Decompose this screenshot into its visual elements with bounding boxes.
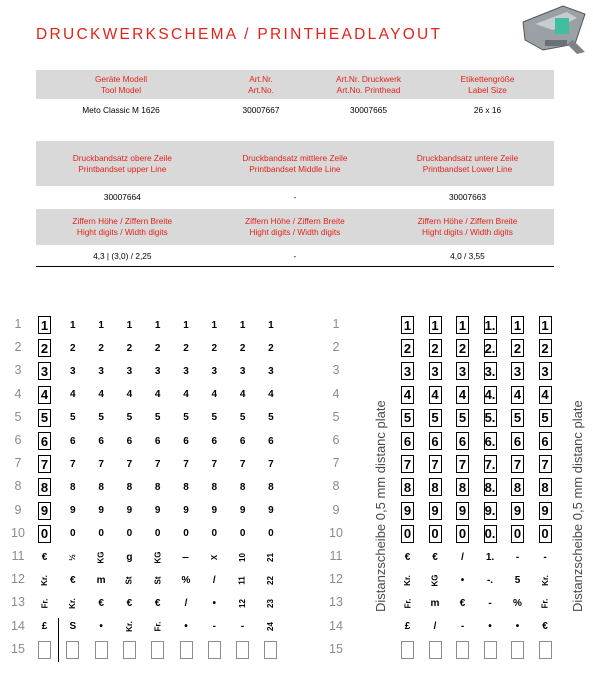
value-tool-model: Meto Classic M 1626 <box>82 104 160 115</box>
lower-band-3-cell: • <box>460 574 465 586</box>
lower-band-6-cell: 5 <box>539 409 552 427</box>
digit-header-middle: Ziffern Höhe / Ziffern Breite Hight digits / Width digits <box>245 216 345 237</box>
row-number: 15 <box>329 641 343 656</box>
row-number: 10 <box>11 525 25 540</box>
upper-band-7-cell: X <box>209 554 219 560</box>
upper-band-8-cell: 9 <box>239 505 246 517</box>
upper-band-2-cell: 2 <box>70 342 76 354</box>
upper-band-1-cell: 3 <box>38 362 51 380</box>
row-number: 6 <box>14 433 22 447</box>
upper-band-6-cell: 2 <box>183 342 189 354</box>
upper-band-5-cell: 1 <box>154 319 161 331</box>
row-number: 11 <box>329 549 343 563</box>
digit-value-middle: - <box>293 251 297 261</box>
lower-band-4-cell <box>484 641 497 659</box>
lower-band-6-cell <box>539 641 552 659</box>
lower-band-2-cell: m <box>430 597 440 609</box>
upper-band-1-cell: 8 <box>38 478 51 496</box>
value-middle-line: - <box>293 192 297 202</box>
upper-band-9-cell: 3 <box>268 365 274 377</box>
upper-band-2-cell: Kr. <box>68 598 78 609</box>
upper-band-4-cell <box>123 641 136 659</box>
lower-band-2-cell: KG <box>430 574 440 587</box>
lower-band-4-cell: 0. <box>484 526 496 542</box>
lower-band-5-cell <box>511 641 524 659</box>
lower-band-5-cell: 6 <box>511 432 524 450</box>
lower-band-6-cell: 2 <box>539 339 552 357</box>
upper-band-5-cell: 0 <box>154 528 161 540</box>
lower-band-5-cell: • <box>515 621 520 633</box>
row-number: 9 <box>14 502 22 517</box>
upper-band-8-cell: 3 <box>239 365 246 377</box>
lower-band-6-cell: Fr. <box>540 598 550 609</box>
upper-band-9-cell: 7 <box>268 458 274 470</box>
upper-band-7-cell: 3 <box>211 365 218 377</box>
lower-band-5-cell: 1 <box>511 316 524 334</box>
digit-header-lower: Ziffern Höhe / Ziffern Breite Hight digits / Width digits <box>417 216 518 237</box>
upper-band-3-cell: 8 <box>98 481 104 493</box>
lower-band-2-cell: 9 <box>429 502 442 520</box>
upper-band-8-cell: 10 <box>238 552 248 562</box>
upper-band-7-cell: / <box>212 574 216 586</box>
lower-band-3-cell: 6 <box>456 432 469 450</box>
upper-band-5-cell: 4 <box>154 389 161 401</box>
lower-band-2-cell: € <box>432 551 438 563</box>
digit-value-upper: 4,3 | (3,0) / 2,25 <box>93 251 152 261</box>
upper-band-9-cell: 21 <box>266 552 276 562</box>
lower-band-6-cell: € <box>542 621 548 633</box>
upper-band-1-cell: £ <box>41 621 48 633</box>
lower-band-6-cell: Kr. <box>540 574 550 586</box>
lower-band-4-cell: - <box>488 597 492 609</box>
row-number: 4 <box>14 386 22 401</box>
lower-band-6-cell: 7 <box>539 455 552 473</box>
row-number: 12 <box>329 572 343 587</box>
lower-band-3-cell: 1 <box>456 316 469 334</box>
header-upper-line: Druckbandsatz obere Zeile Printbandset upper Line <box>72 152 172 174</box>
upper-band-1-cell: 2 <box>38 339 51 357</box>
upper-band-6-cell: 8 <box>183 481 189 493</box>
upper-band-1-cell: 4 <box>38 386 51 404</box>
lower-band-4-cell: • <box>488 621 492 633</box>
upper-band-8-cell: 0 <box>239 528 246 540</box>
upper-band-2-cell: 8 <box>70 481 76 493</box>
row-number: 13 <box>11 595 25 610</box>
upper-band-3-cell: 7 <box>98 458 104 470</box>
row-number: 13 <box>329 595 343 610</box>
upper-band-5-cell: Fr. <box>153 621 163 632</box>
row-number: 9 <box>332 502 340 517</box>
upper-band-7-cell: 4 <box>211 389 218 401</box>
upper-band-2-cell: S <box>69 621 77 633</box>
upper-band-9-cell: 22 <box>266 575 276 585</box>
upper-band-4-cell: 8 <box>126 481 133 493</box>
upper-band-7-cell: • <box>212 597 217 609</box>
spacer-label-right: Distanzscheibe 0,5 mm distanc plate <box>570 400 585 612</box>
row-number: 10 <box>329 525 343 540</box>
upper-band-6-cell: % <box>181 574 191 586</box>
upper-band-5-cell: 6 <box>154 435 161 447</box>
lower-band-1-cell: 6 <box>401 432 414 450</box>
upper-band-2-cell: 5 <box>70 412 76 424</box>
upper-band-9-cell: 23 <box>266 598 276 608</box>
row-number: 15 <box>11 641 25 656</box>
upper-band-1-cell: 1 <box>38 316 51 334</box>
row-number: 1 <box>332 317 340 331</box>
upper-band-1-cell <box>38 641 51 659</box>
page-title: DRUCKWERKSCHEMA / PRINTHEADLAYOUT <box>36 26 443 43</box>
lower-band-4-cell: 1. <box>484 317 496 333</box>
upper-band-9-cell: 5 <box>268 412 274 424</box>
upper-band-1-cell: 5 <box>38 409 51 427</box>
upper-band-1-cell: 7 <box>38 455 51 473</box>
upper-band-8-cell: 11 <box>238 575 248 585</box>
lower-band-5-cell: 9 <box>511 502 524 520</box>
upper-band-5-cell: 9 <box>154 505 161 517</box>
lower-band-2-cell <box>429 641 442 659</box>
upper-band-1-cell: 0 <box>38 525 51 543</box>
upper-band-9-cell: 2 <box>268 342 274 354</box>
lower-band-1-cell: 7 <box>401 455 414 473</box>
upper-band-9-cell: 9 <box>268 505 274 517</box>
upper-band-4-cell: 4 <box>126 389 133 401</box>
upper-band-3-cell: € <box>98 597 104 609</box>
upper-band-7-cell: 8 <box>211 481 218 493</box>
upper-band-6-cell: l <box>181 555 191 559</box>
lower-band-2-cell: 3 <box>429 362 442 380</box>
lower-band-6-cell: 8 <box>539 478 552 496</box>
upper-band-2-cell: 6 <box>70 435 76 447</box>
lower-band-1-cell: 2 <box>401 339 414 357</box>
upper-band-4-cell: St <box>124 576 134 585</box>
lower-band-5-cell: 3 <box>511 362 524 380</box>
upper-band-6-cell: 9 <box>183 505 189 517</box>
row-number: 2 <box>14 340 22 355</box>
upper-band-4-cell: 9 <box>126 505 133 517</box>
upper-band-9-cell: 1 <box>268 319 274 331</box>
lower-band-1-cell: 0 <box>401 525 414 543</box>
band-separator-line <box>58 618 59 662</box>
upper-band-7-cell: 1 <box>211 319 218 331</box>
lower-band-2-cell: 1 <box>429 316 442 334</box>
upper-band-6-cell: / <box>184 597 188 609</box>
lower-band-2-cell: / <box>433 621 437 633</box>
upper-band-4-cell: 3 <box>126 365 133 377</box>
upper-band-8-cell <box>236 641 249 659</box>
upper-band-2-cell: 1 <box>70 319 76 331</box>
upper-band-2-cell: 0 <box>70 528 76 540</box>
lower-band-3-cell: / <box>461 551 464 563</box>
upper-band-7-cell: - <box>212 621 216 633</box>
upper-band-4-cell: 7 <box>126 458 133 470</box>
lower-band-2-cell: 0 <box>429 525 442 543</box>
upper-band-4-cell: 6 <box>126 435 133 447</box>
upper-band-7-cell: 2 <box>211 342 218 354</box>
lower-band-3-cell <box>456 641 469 659</box>
upper-band-3-cell: 4 <box>98 389 104 401</box>
lower-band-2-cell: 2 <box>429 339 442 357</box>
upper-band-4-cell: 0 <box>126 528 133 540</box>
upper-band-5-cell: St <box>153 576 163 585</box>
upper-band-4-cell: € <box>126 597 133 609</box>
upper-band-2-cell: 4 <box>70 389 76 401</box>
lower-band-6-cell: 0 <box>539 525 552 543</box>
row-number: 7 <box>14 456 22 471</box>
lower-band-3-cell: 0 <box>456 525 469 543</box>
upper-band-3-cell: m <box>96 574 106 586</box>
lower-band-3-cell: 2 <box>456 339 469 357</box>
row-number: 5 <box>14 409 22 424</box>
lower-band-6-cell: - <box>543 551 547 563</box>
upper-band-6-cell: 4 <box>183 389 189 401</box>
value-printhead-no: 30007665 <box>350 104 387 115</box>
lower-band-4-cell: 9. <box>484 503 496 519</box>
upper-band-6-cell: 1 <box>183 319 189 331</box>
row-number: 8 <box>332 479 340 494</box>
digit-value-lower: 4,0 / 3,55 <box>450 251 485 261</box>
digit-header-upper: Ziffern Höhe / Ziffern Breite Hight digits / Width digits <box>72 216 173 237</box>
lower-band-2-cell: 5 <box>429 409 442 427</box>
lower-band-1-cell: £ <box>404 621 411 633</box>
lower-band-4-cell: 6. <box>484 433 496 449</box>
lower-band-3-cell: 8 <box>456 478 469 496</box>
upper-band-5-cell: 7 <box>154 458 161 470</box>
upper-band-7-cell: 7 <box>211 458 218 470</box>
upper-band-1-cell: 6 <box>38 432 51 450</box>
lower-band-3-cell: € <box>459 597 466 609</box>
upper-band-5-cell: € <box>154 597 161 609</box>
lower-band-1-cell: 9 <box>401 502 414 520</box>
upper-band-5-cell: 2 <box>154 342 161 354</box>
lower-band-2-cell: 6 <box>429 432 442 450</box>
upper-band-3-cell: 1 <box>98 319 104 331</box>
upper-band-8-cell: 1 <box>239 319 246 331</box>
upper-band-7-cell: 9 <box>211 505 218 517</box>
upper-band-3-cell: 2 <box>98 342 104 354</box>
lower-band-5-cell: 5 <box>514 574 521 586</box>
header-printhead-no: Art.Nr. Druckwerk Art.No. Printhead <box>336 73 401 95</box>
lower-band-3-cell: - <box>460 621 465 633</box>
row-number: 8 <box>14 479 22 494</box>
upper-band-4-cell: 5 <box>126 412 133 424</box>
upper-band-9-cell: 0 <box>268 528 274 540</box>
lower-band-5-cell: % <box>513 597 522 609</box>
lower-band-6-cell: 6 <box>539 432 552 450</box>
row-number: 6 <box>332 433 340 447</box>
upper-band-8-cell: 12 <box>238 598 248 608</box>
upper-band-8-cell: 5 <box>239 412 246 424</box>
lower-band-5-cell: 2 <box>511 339 524 357</box>
upper-band-6-cell: 6 <box>183 435 189 447</box>
lower-band-4-cell: 7. <box>484 456 496 472</box>
header-label-size: Etikettengröße Label Size <box>460 73 515 95</box>
upper-band-7-cell: 6 <box>211 435 218 447</box>
row-number: 1 <box>14 317 22 331</box>
lower-band-4-cell: 5. <box>484 410 496 426</box>
lower-band-5-cell: 7 <box>511 455 524 473</box>
upper-band-6-cell: 5 <box>183 412 189 424</box>
row-number: 11 <box>11 549 25 563</box>
upper-band-5-cell: 8 <box>154 481 161 493</box>
value-label-size: 26 x 16 <box>473 104 502 115</box>
header-lower-line: Druckbandsatz untere Zeile Printbandset Lower Line <box>416 152 519 174</box>
upper-band-3-cell: 9 <box>98 505 104 517</box>
header-middle-line: Druckbandsatz mittlere Zeile Printbandset Middle Line <box>242 152 348 174</box>
lower-band-5-cell: 5 <box>511 409 524 427</box>
lower-band-4-cell: 2. <box>484 340 496 356</box>
lower-band-6-cell: 3 <box>539 362 552 380</box>
upper-band-1-cell: Kr. <box>39 574 49 586</box>
lower-band-1-cell: € <box>404 551 411 563</box>
row-number: 14 <box>11 618 25 633</box>
lower-band-5-cell: 0 <box>511 525 524 543</box>
lower-band-3-cell: 4 <box>456 386 469 404</box>
header-tool-model: Geräte Modell Tool Model <box>94 73 148 95</box>
lower-band-4-cell: 1. <box>485 551 495 563</box>
row-number: 2 <box>332 340 340 355</box>
lower-band-3-cell: 9 <box>456 502 469 520</box>
lower-band-3-cell: 5 <box>456 409 469 427</box>
lower-band-4-cell: 4. <box>484 387 496 403</box>
lower-band-6-cell: 4 <box>539 386 552 404</box>
value-lower-line: 30007663 <box>449 192 486 202</box>
upper-band-6-cell <box>180 641 193 659</box>
upper-band-8-cell: 2 <box>239 342 246 354</box>
upper-band-6-cell: 0 <box>183 528 189 540</box>
upper-band-8-cell: 6 <box>239 435 246 447</box>
row-number: 3 <box>332 363 340 378</box>
row-number: 12 <box>11 572 25 587</box>
lower-band-3-cell: 7 <box>456 455 469 473</box>
upper-band-9-cell: 4 <box>268 389 274 401</box>
lower-band-6-cell: 9 <box>539 502 552 520</box>
upper-band-8-cell: - <box>240 621 245 633</box>
upper-band-6-cell: 7 <box>183 458 189 470</box>
lower-band-5-cell: 8 <box>511 478 524 496</box>
upper-band-7-cell: 5 <box>211 412 218 424</box>
upper-band-5-cell: 3 <box>154 365 161 377</box>
spacer-label-left: Distanzscheibe 0,5 mm distanc plate <box>373 400 388 612</box>
lower-band-1-cell: 8 <box>401 478 414 496</box>
upper-band-5-cell <box>151 641 164 659</box>
lower-band-1-cell: 1 <box>401 316 414 334</box>
upper-band-3-cell: 3 <box>98 365 104 377</box>
lower-band-1-cell: Kr. <box>402 574 412 586</box>
upper-band-8-cell: 7 <box>239 458 246 470</box>
row-number: 5 <box>332 409 340 424</box>
lower-band-4-cell: -. <box>486 574 494 586</box>
lower-band-1-cell: 5 <box>401 409 414 427</box>
upper-band-3-cell: 5 <box>98 412 104 424</box>
upper-band-9-cell: 24 <box>266 622 276 632</box>
upper-band-4-cell: Kr. <box>124 621 134 632</box>
upper-band-8-cell: 8 <box>239 481 246 493</box>
lower-band-3-cell: 3 <box>456 362 469 380</box>
upper-band-5-cell: KG <box>153 551 163 563</box>
value-upper-line: 30007664 <box>103 192 141 202</box>
upper-band-2-cell <box>66 641 79 659</box>
lower-band-2-cell: 7 <box>429 455 442 473</box>
upper-band-6-cell: 3 <box>183 365 189 377</box>
upper-band-2-cell: 3 <box>70 365 76 377</box>
lower-band-1-cell: 4 <box>401 386 414 404</box>
upper-band-6-cell: • <box>184 621 188 633</box>
upper-band-9-cell <box>264 641 277 659</box>
lower-band-1-cell: Fr. <box>403 598 412 609</box>
upper-band-2-cell: 9 <box>70 505 76 517</box>
upper-band-3-cell: • <box>99 621 103 633</box>
row-number: 3 <box>14 363 22 378</box>
lower-band-4-cell: 8. <box>484 479 496 495</box>
upper-band-3-cell: 0 <box>98 528 104 540</box>
lower-band-1-cell <box>401 641 414 659</box>
lower-band-5-cell: 4 <box>511 386 524 404</box>
lower-band-4-cell: 3. <box>484 363 496 379</box>
upper-band-4-cell: g <box>126 551 133 563</box>
upper-band-1-cell: Fr. <box>40 598 49 609</box>
row-number: 14 <box>329 618 343 633</box>
upper-band-8-cell: 4 <box>239 389 246 401</box>
lower-band-1-cell: 3 <box>401 362 414 380</box>
upper-band-9-cell: 6 <box>268 435 274 447</box>
upper-band-7-cell: 0 <box>211 528 218 540</box>
lower-band-6-cell: 1 <box>539 316 552 334</box>
upper-band-1-cell: € <box>41 551 48 563</box>
upper-band-2-cell: 7 <box>70 458 76 470</box>
lower-band-5-cell: - <box>515 551 520 563</box>
row-number: 4 <box>332 386 340 401</box>
upper-band-7-cell <box>208 641 221 659</box>
header-art-no: Art.Nr. Art.No. <box>248 73 274 95</box>
upper-band-1-cell: 9 <box>38 502 51 520</box>
upper-band-5-cell: 5 <box>154 412 161 424</box>
upper-band-2-cell: € <box>70 574 76 586</box>
upper-band-3-cell: 6 <box>98 435 104 447</box>
upper-band-3-cell <box>95 641 108 659</box>
lower-band-2-cell: 8 <box>429 478 442 496</box>
row-number: 7 <box>332 456 340 471</box>
upper-band-4-cell: 2 <box>126 342 133 354</box>
upper-band-2-cell: ½ <box>68 553 78 561</box>
lower-band-2-cell: 4 <box>429 386 442 404</box>
upper-band-3-cell: KG <box>96 551 106 563</box>
value-art-no: 30007667 <box>242 104 280 115</box>
upper-band-4-cell: 1 <box>126 319 133 331</box>
upper-band-9-cell: 8 <box>268 481 274 493</box>
